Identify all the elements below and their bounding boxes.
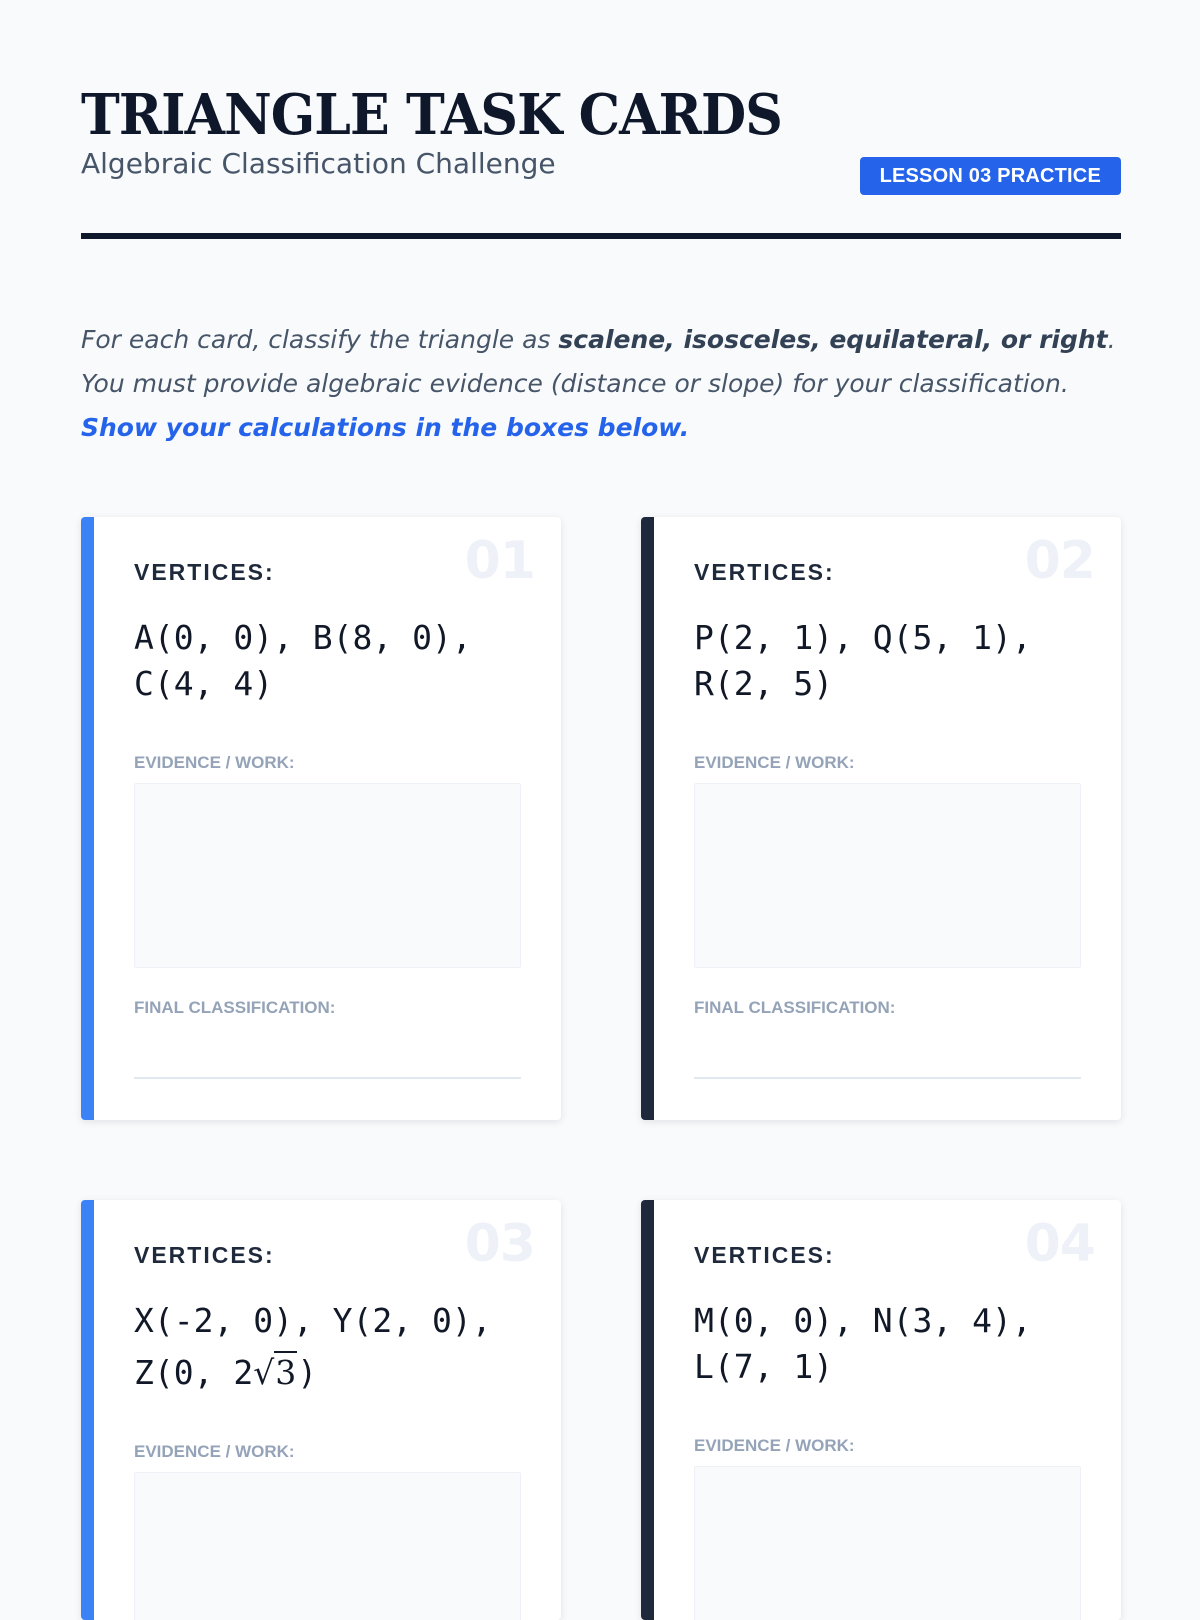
card-number: 04 [1024,1214,1095,1274]
lesson-badge: LESSON 03 PRACTICE [860,157,1121,195]
final-classification-label: FINAL CLASSIFICATION: [134,998,336,1017]
task-card-03 [81,1200,561,1620]
card-accent-bar [641,517,654,1120]
evidence-work-box[interactable] [134,1472,521,1620]
page-title: TRIANGLE TASK CARDS [81,82,782,148]
final-classification-label: FINAL CLASSIFICATION: [694,998,896,1017]
card-number: 02 [1024,531,1095,591]
evidence-label: EVIDENCE / WORK: [134,753,295,772]
evidence-work-box[interactable] [134,783,521,968]
vertices-coordinates: X(-2, 0), Y(2, 0), Z(0, 2√3) [134,1301,492,1392]
page-subtitle: Algebraic Classification Challenge [81,147,556,180]
square-root-sign: √ [253,1353,275,1392]
card-accent-bar [81,517,94,1120]
vertices-label: VERTICES: [694,559,835,585]
vertices-label: VERTICES: [694,1242,835,1268]
evidence-work-box[interactable] [694,1466,1081,1620]
instructions [81,318,1121,450]
card-accent-bar [81,1200,94,1620]
final-classification-line[interactable] [694,1077,1081,1079]
vertices-coordinates: A(0, 0), B(8, 0), C(4, 4) [134,618,472,703]
card-accent-bar [641,1200,654,1620]
task-card-04 [641,1200,1121,1620]
instructions-line-1: For each card, classify the triangle as scalene, isosceles, equilateral, or right. [81,325,1116,354]
vertices-label: VERTICES: [134,559,275,585]
vertices-coordinates: P(2, 1), Q(5, 1), R(2, 5) [694,618,1032,703]
evidence-work-box[interactable] [694,783,1081,968]
task-card-01 [81,517,561,1120]
card-number: 03 [464,1214,535,1274]
vertices-label: VERTICES: [134,1242,275,1268]
page-header [81,0,1121,237]
instructions-line-2: You must provide algebraic evidence (distance or slope) for your classification. [81,369,1069,398]
evidence-label: EVIDENCE / WORK: [694,753,855,772]
instructions-callout: Show your calculations in the boxes below. [81,413,690,442]
final-classification-line[interactable] [134,1077,521,1079]
card-number: 01 [464,531,535,591]
evidence-label: EVIDENCE / WORK: [694,1436,855,1455]
worksheet-page [81,0,1121,1461]
radicand: 3 [275,1353,297,1392]
task-card-02 [641,517,1121,1120]
triangle-types: scalene, isosceles, equilateral, or right [558,325,1108,354]
evidence-label: EVIDENCE / WORK: [134,1442,295,1461]
vertices-coordinates: M(0, 0), N(3, 4), L(7, 1) [694,1301,1032,1386]
header-divider [81,233,1121,239]
